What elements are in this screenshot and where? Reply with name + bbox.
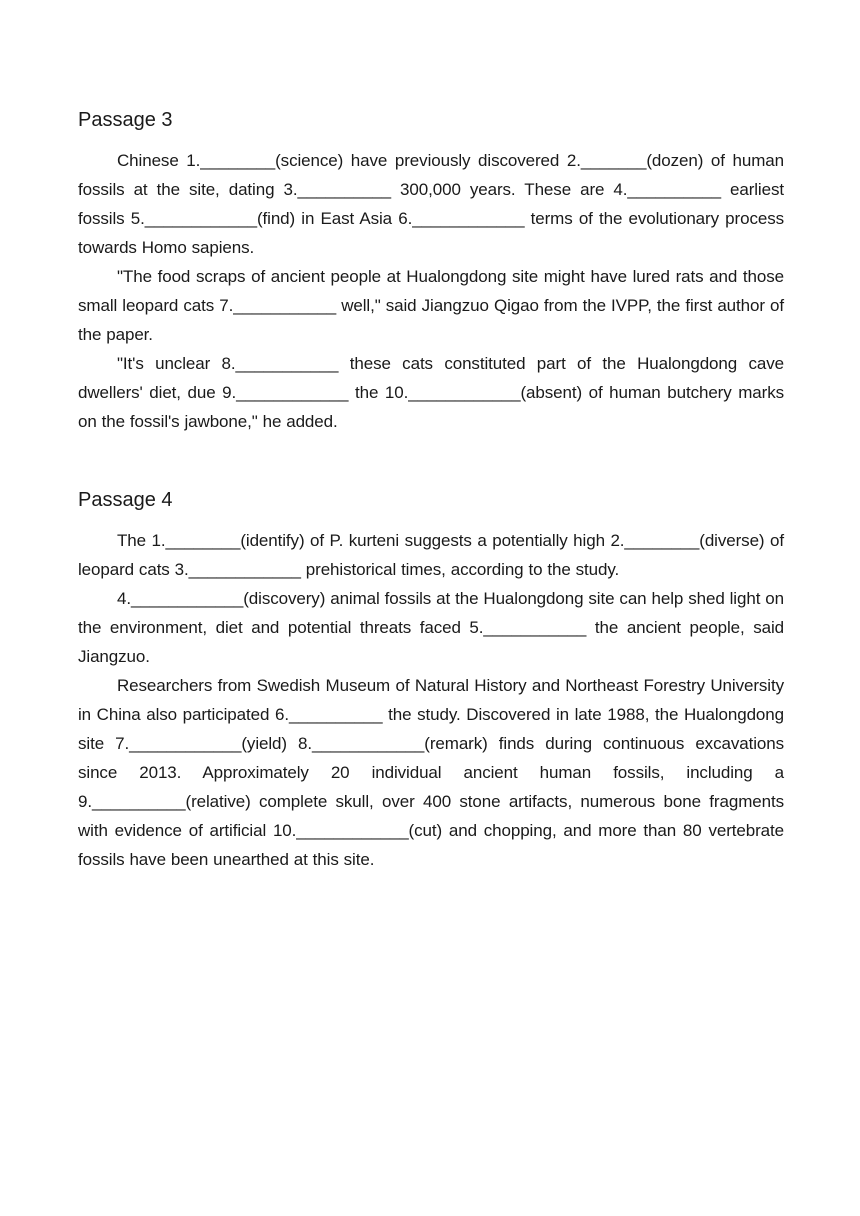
passage-4 <box>78 486 784 874</box>
passage-4-heading: Passage 4 <box>78 489 173 511</box>
passage-3-heading: Passage 3 <box>78 109 173 131</box>
passage-4-paragraph-3: Researchers from Swedish Museum of Natural History and Northeast Forestry University in China also participated 6.__________ the study. Discovered in late 1988, the Hualongdong site 7.____________(yield) 8.____________(remark) finds during continuous excavations since 2013. Approximately 20 individual ancient human fossils, including a 9.__________(relative) complete skull, over 400 stone artifacts, numerous bone fragments with evidence of artificial 10.____________(cut) and chopping, and more than 80 vertebrate fossils have been unearthed at this site. <box>78 676 784 869</box>
passage-3-paragraph-3: "It's unclear 8.___________ these cats constituted part of the Hualongdong cave dwellers' diet, due 9.____________ the 10.____________(absent) of human butchery marks on the fossil's jawbone," he added. <box>78 354 784 431</box>
passage-3-paragraph-2: "The food scraps of ancient people at Hualongdong site might have lured rats and those small leopard cats 7.___________ well," said Jiangzuo Qigao from the IVPP, the first author of the paper. <box>78 267 784 344</box>
passage-4-paragraph-1: The 1.________(identify) of P. kurteni suggests a potentially high 2.________(diverse) of leopard cats 3.____________ prehistorical times, according to the study. <box>78 531 784 579</box>
passage-4-paragraph-2: 4.____________(discovery) animal fossils at the Hualongdong site can help shed light on the environment, diet and potential threats faced 5.___________ the ancient people, said Jiangzuo. <box>78 589 784 666</box>
passage-3 <box>78 106 784 436</box>
passage-3-paragraph-1: Chinese 1.________(science) have previously discovered 2._______(dozen) of human fossils at the site, dating 3.__________ 300,000 years. These are 4.__________ earliest fossils 5.____________(find) in East Asia 6.____________ terms of the evolutionary process towards Homo sapiens. <box>78 151 784 257</box>
